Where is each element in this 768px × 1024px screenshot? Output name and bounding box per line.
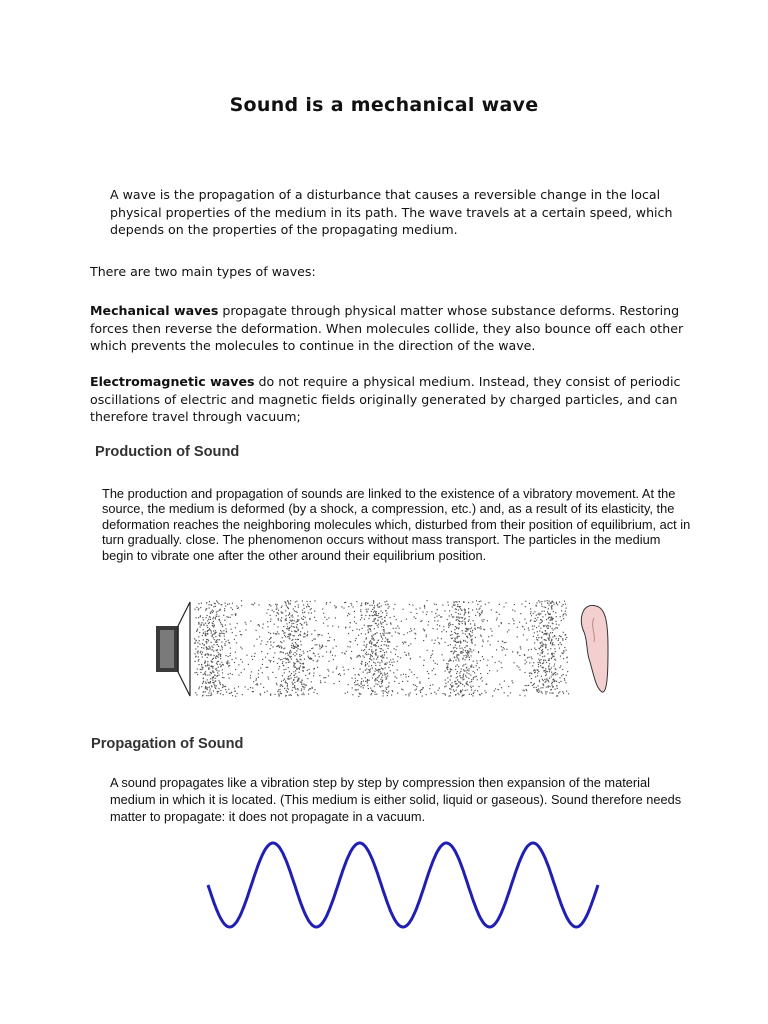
mechanical-waves-text: propagate through physical matter whose substance deforms. Restoring forces then reverse the deformation. When molecules collide, they also bounce off each other which prevents the molecules to continue in the direction of the wave. bbox=[90, 303, 684, 353]
electromagnetic-waves-term: Electromagnetic waves bbox=[90, 374, 255, 389]
mechanical-waves-term: Mechanical waves bbox=[90, 303, 219, 318]
wave-path bbox=[208, 843, 598, 927]
production-heading: Production of Sound bbox=[95, 444, 240, 460]
page-title: Sound is a mechanical wave bbox=[229, 94, 539, 116]
ear-icon bbox=[581, 605, 608, 692]
propagation-paragraph: A sound propagates like a vibration step by step by compression then expansion of the material medium in which it is located. (This medium is either solid, liquid or gaseous). Sound therefore needs matter to propagate: it does not propagate in a vacuum. bbox=[110, 775, 682, 824]
intro-paragraph: A wave is the propagation of a disturbance that causes a reversible change in the local physical properties of the medium in its path. The wave travels at a certain speed, which depends on the properties of the propagating medium. bbox=[110, 187, 673, 237]
speaker-icon bbox=[156, 602, 190, 696]
production-paragraph: The production and propagation of sounds are linked to the existence of a vibratory movement. At the source, the medium is deformed (by a shock, a compression, etc.) and, as a result of its elasticity, the deformation reaches the neighboring molecules which, disturbed from their position of equilibrium, act in turn gradually. close. The phenomenon occurs without mass transport. The particles in the medium begin to vibrate one after the other around their equilibrium position. bbox=[102, 486, 691, 563]
mechanical-waves-paragraph bbox=[90, 302, 688, 355]
sound-compression-diagram bbox=[150, 596, 620, 706]
propagation-heading: Propagation of Sound bbox=[91, 736, 244, 752]
electromagnetic-waves-paragraph bbox=[90, 373, 688, 426]
electromagnetic-waves-text: do not require a physical medium. Instead, they consist of periodic oscillations of electric and magnetic fields originally generated by charged particles, and can therefore travel through vacuum; bbox=[90, 374, 681, 424]
sine-wave bbox=[203, 835, 603, 935]
wave-types-intro: There are two main types of waves: bbox=[90, 264, 316, 279]
air-particles bbox=[194, 600, 569, 697]
